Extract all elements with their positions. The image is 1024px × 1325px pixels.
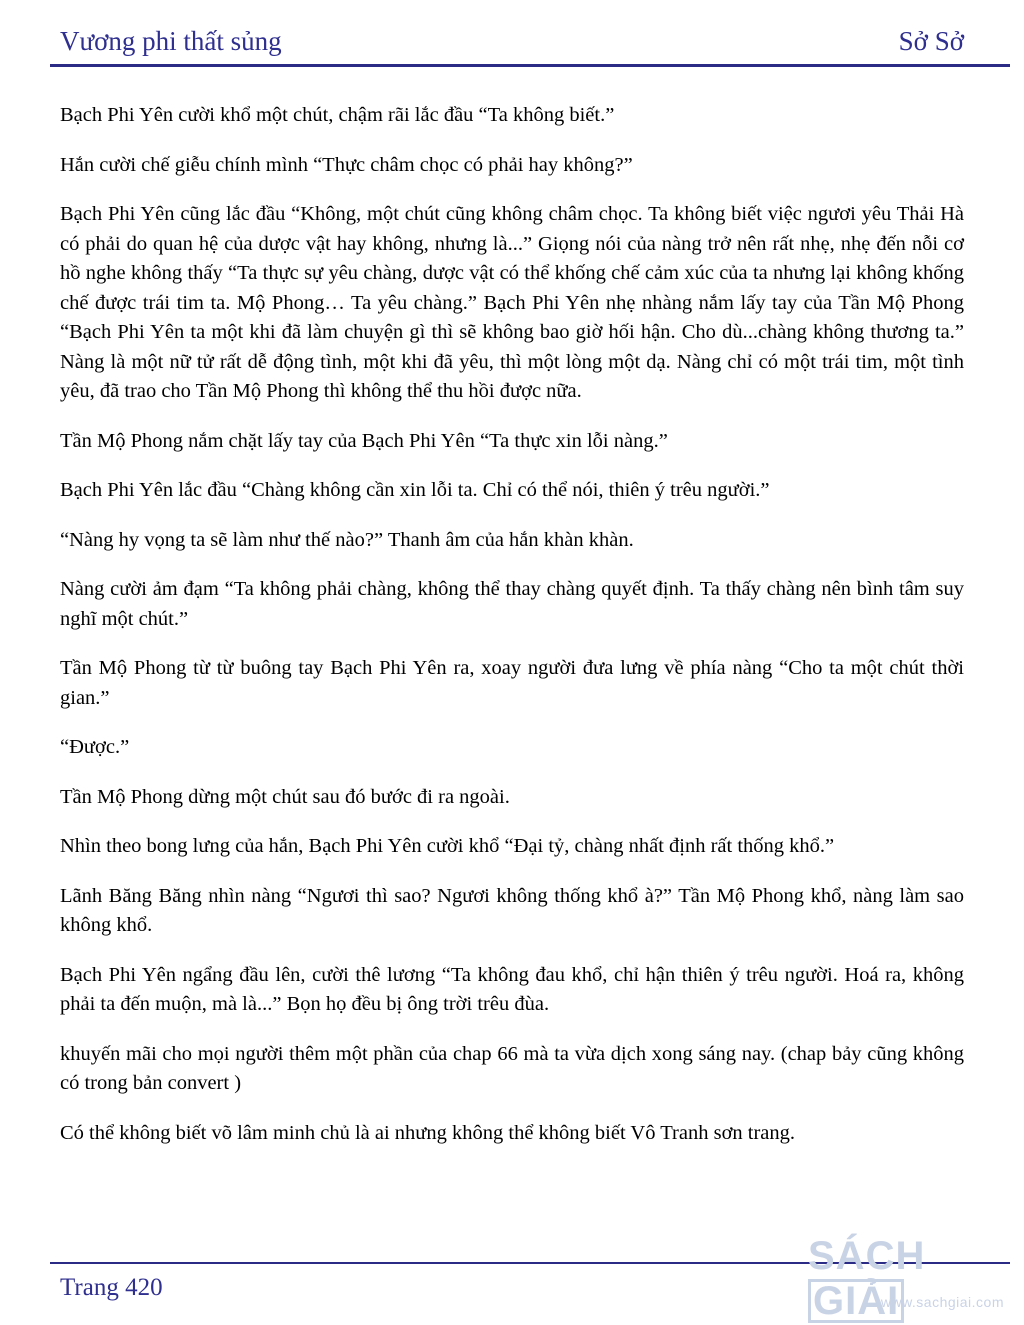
paragraph: khuyến mãi cho mọi người thêm một phần của chap 66 mà ta vừa dịch xong sáng nay. (chap bảy cũng không có trong bản convert ) (60, 1042, 964, 1094)
watermark (808, 1228, 1018, 1323)
paragraph: “Nàng hy vọng ta sẽ làm như thế nào?” Thanh âm của hắn khàn khàn. (60, 528, 634, 551)
paragraph: Tần Mộ Phong nắm chặt lấy tay của Bạch Phi Yên “Ta thực xin lỗi nàng.” (60, 429, 668, 452)
paragraph: Bạch Phi Yên cười khổ một chút, chậm rãi lắc đầu “Ta không biết.” (60, 104, 615, 126)
paragraph: Tần Mộ Phong từ từ buông tay Bạch Phi Yên ra, xoay người đưa lưng về phía nàng “Cho ta một chút thời gian.” (60, 657, 964, 709)
paragraph: Tần Mộ Phong dừng một chút sau đó bước đi ra ngoài. (60, 785, 510, 808)
book-title: Vương phi thất sủng (60, 26, 282, 56)
watermark-logo-boxed: GIẢI (808, 1279, 904, 1323)
paragraph: Nhìn theo bong lưng của hắn, Bạch Phi Yên cười khổ “Đại tỷ, chàng nhất định rất thống khổ.” (60, 835, 835, 857)
paragraph: Lãnh Băng Băng nhìn nàng “Ngươi thì sao? Ngươi không thống khổ à?” Tần Mộ Phong khổ, nàng làm sao không khổ. (60, 884, 964, 936)
watermark-logo (808, 1234, 1018, 1324)
watermark-url: www.sachgiai.com (880, 1294, 1004, 1310)
page-body (60, 101, 964, 1168)
watermark-logo-text: SÁCH (808, 1234, 926, 1278)
paragraph: Hắn cười chế giễu chính mình “Thực châm chọc có phải hay không?” (60, 153, 633, 176)
header-divider (50, 64, 1010, 67)
paragraph: Có thể không biết võ lâm minh chủ là ai nhưng không thể không biết Vô Tranh sơn trang. (60, 1121, 796, 1144)
paragraph: “Được.” (60, 736, 130, 758)
paragraph: Bạch Phi Yên cũng lắc đầu “Không, một chút cũng không châm chọc. Ta không biết việc ngươi yêu Thải Hà có phải do quan hệ của dược vật hay không, nhưng là...” Giọng nói của nàng trở nên rất nhẹ, nhẹ đến nỗi cơ hồ nghe không thấy “Ta thực sự yêu chàng, dược vật có thể khống chế cảm xúc của ta nhưng lại không khống chế được trái tim ta. Mộ Phong… Ta yêu chàng.” Bạch Phi Yên nhẹ nhàng nắm lấy tay của Tần Mộ Phong “Bạch Phi Yên ta một khi đã làm chuyện gì thì sẽ không bao giờ hối hận. Cho dù...chàng không thương ta.” Nàng là một nữ tử rất dễ động tình, một khi đã yêu, thì một lòng một dạ. Nàng chỉ có một trái tim, một tình yêu, đã trao cho Tần Mộ Phong thì không thể thu hồi được nữa. (60, 203, 964, 402)
paragraph: Bạch Phi Yên lắc đầu “Chàng không cần xin lỗi ta. Chỉ có thể nói, thiên ý trêu người.” (60, 479, 770, 501)
page-header (60, 22, 964, 62)
paragraph: Nàng cười ảm đạm “Ta không phải chàng, không thể thay chàng quyết định. Ta thấy chàng nên bình tâm suy nghĩ một chút.” (60, 578, 964, 630)
author-name: Sở Sở (898, 26, 964, 56)
paragraph: Bạch Phi Yên ngẩng đầu lên, cười thê lương “Ta không đau khổ, chỉ hận thiên ý trêu người. Hoá ra, không phải ta đến muộn, mà là...” Bọn họ đều bị ông trời trêu đùa. (60, 963, 964, 1015)
page-number: Trang 420 (60, 1274, 163, 1301)
